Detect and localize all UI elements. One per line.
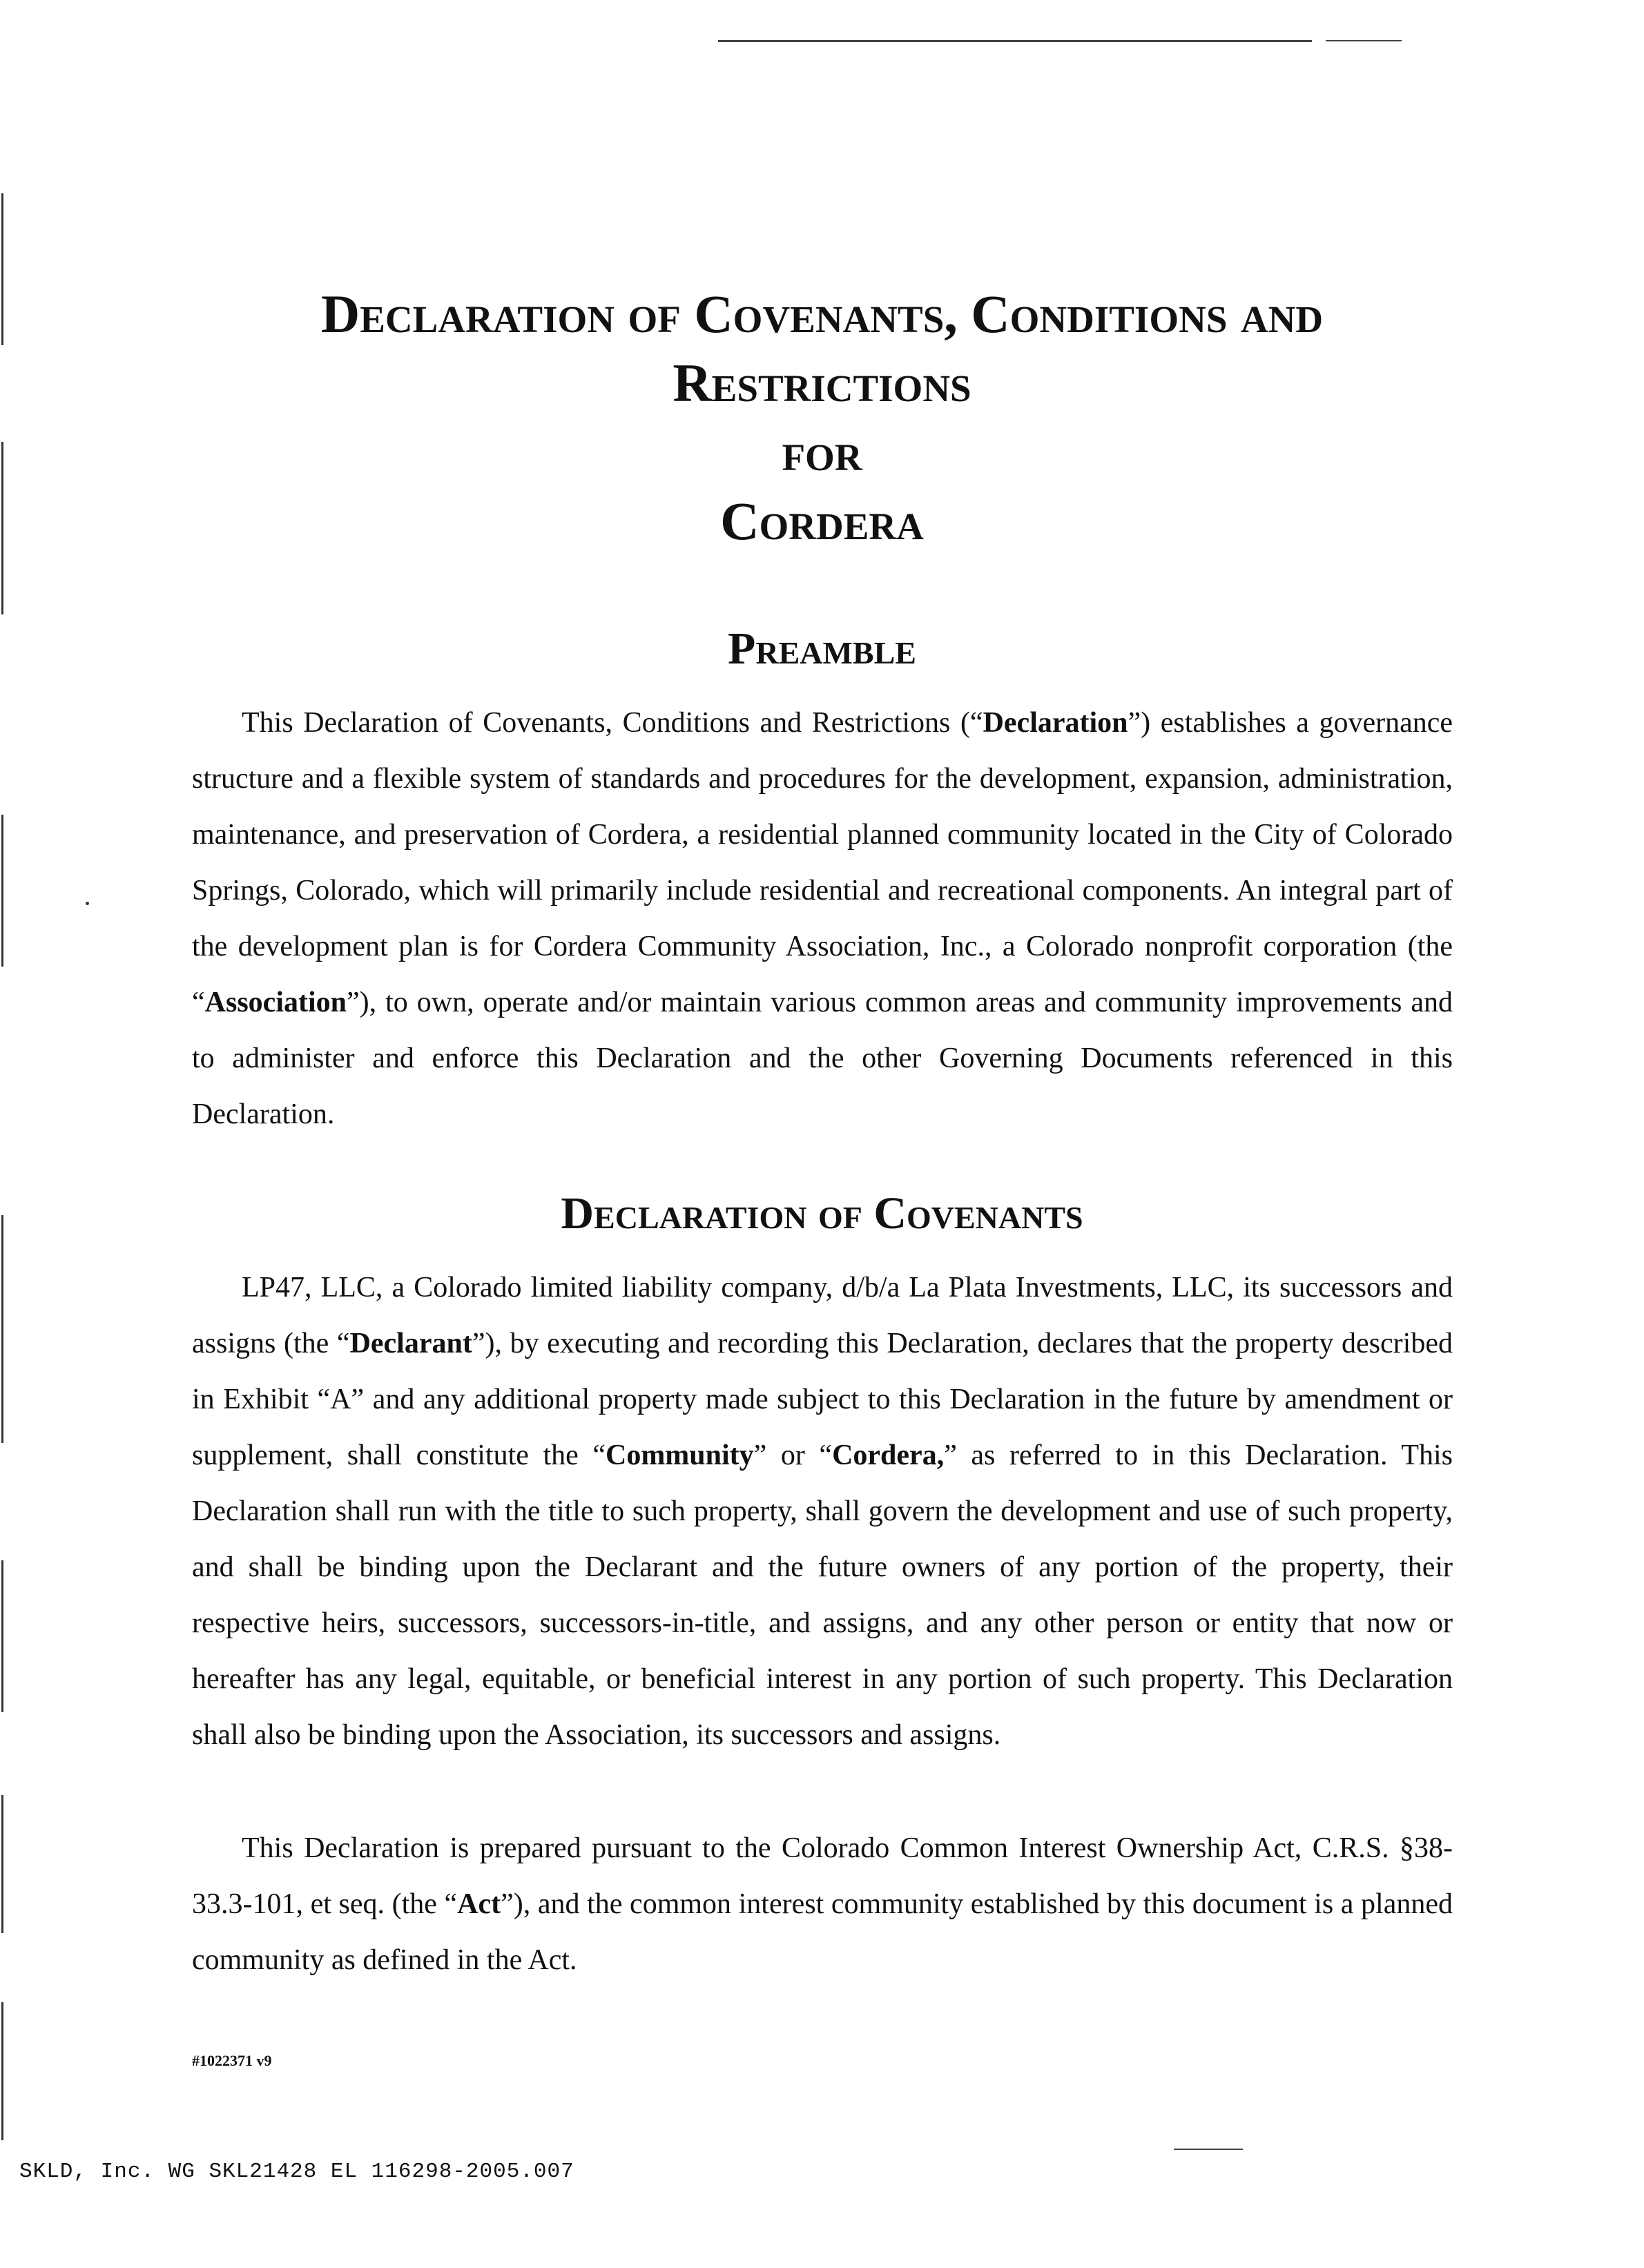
text-run: This Declaration is prepared pursuant to the Colorado Common Interest Ownership Act, C.R.S. §38-33.3-101, et seq. (the “	[192, 1832, 1453, 1920]
title-line-2: Restrictions	[673, 353, 971, 413]
defined-term: Cordera,	[832, 1440, 945, 1471]
covenants-heading: Declaration of Covenants	[561, 1188, 1083, 1239]
text-run: LP47, LLC, a Colorado limited liability company, d/b/a La Plata Investments, LLC, its successors and assigns (the “	[192, 1272, 1453, 1359]
scan-artifact-bottom	[1174, 2149, 1243, 2150]
title-line-3: for	[782, 422, 862, 482]
text-run: ” as referred to in this Declaration. This Declaration shall run with the title to such property, shall govern the development and use of such property, and shall be binding upon the Declarant and the future owners of any portion of the property, their respective heirs, successors, successors-in-title, and assigns, and any other person or entity that now or hereafter has any legal, equitable, or beneficial interest in any portion of such property. This Declaration shall also be binding upon the Association, its successors and assigns.	[192, 1440, 1453, 1751]
defined-term: Act	[457, 1888, 501, 1920]
defined-term: Declaration	[983, 707, 1128, 739]
text-run: This Declaration of Covenants, Conditions and Restrictions (“	[242, 707, 983, 739]
defined-term: Association	[204, 987, 347, 1018]
defined-term: Community	[605, 1440, 754, 1471]
document-title	[0, 280, 1644, 556]
scan-artifact-margin	[1, 1215, 3, 1443]
scan-artifact-margin	[1, 1560, 3, 1712]
text-run: ” or “	[753, 1440, 833, 1471]
scan-artifact-top	[718, 40, 1312, 42]
text-run: ”) establishes a governance structure and a flexible system of standards and procedures for the development, expansion, administration, maintenance, and preservation of Cordera, a residential planned community located in the City of Colorado Springs, Colorado, which will primarily include residential and recreational components. An integral part of the development plan is for Cordera Community Association, Inc., a Colorado nonprofit corporation (the “	[192, 707, 1453, 1018]
scan-artifact-margin	[1, 2002, 3, 2140]
footer-filing-stamp: SKLD, Inc. WG SKL21428 EL 116298-2005.007	[19, 2160, 574, 2184]
document-number: #1022371 v9	[192, 2052, 272, 2069]
defined-term: Declarant	[349, 1328, 472, 1359]
covenants-paragraph-1	[192, 1260, 1453, 1763]
title-line-1: Declaration of Covenants, Conditions and	[320, 284, 1324, 344]
scan-artifact-margin	[1, 815, 3, 967]
text-run: ”), by executing and recording this Declaration, declares that the property described in Exhibit “A” and any additional property made subject to this Declaration in the future by amendment or supplement, shall constitute the “	[192, 1328, 1453, 1471]
preamble-paragraph	[192, 695, 1453, 1143]
text-run: ”), and the common interest community established by this document is a planned community as defined in the Act.	[192, 1888, 1453, 1976]
text-run: ”), to own, operate and/or maintain various common areas and community improvements and to administer and enforce this Declaration and the other Governing Documents referenced in this Declaration.	[192, 987, 1453, 1130]
title-line-4: Cordera	[720, 491, 924, 551]
preamble-heading: Preamble	[728, 623, 916, 674]
scan-artifact-margin	[1, 1795, 3, 1933]
scan-speck	[86, 902, 89, 905]
scan-artifact-top-right	[1326, 40, 1402, 41]
covenants-paragraph-2	[192, 1821, 1453, 1988]
